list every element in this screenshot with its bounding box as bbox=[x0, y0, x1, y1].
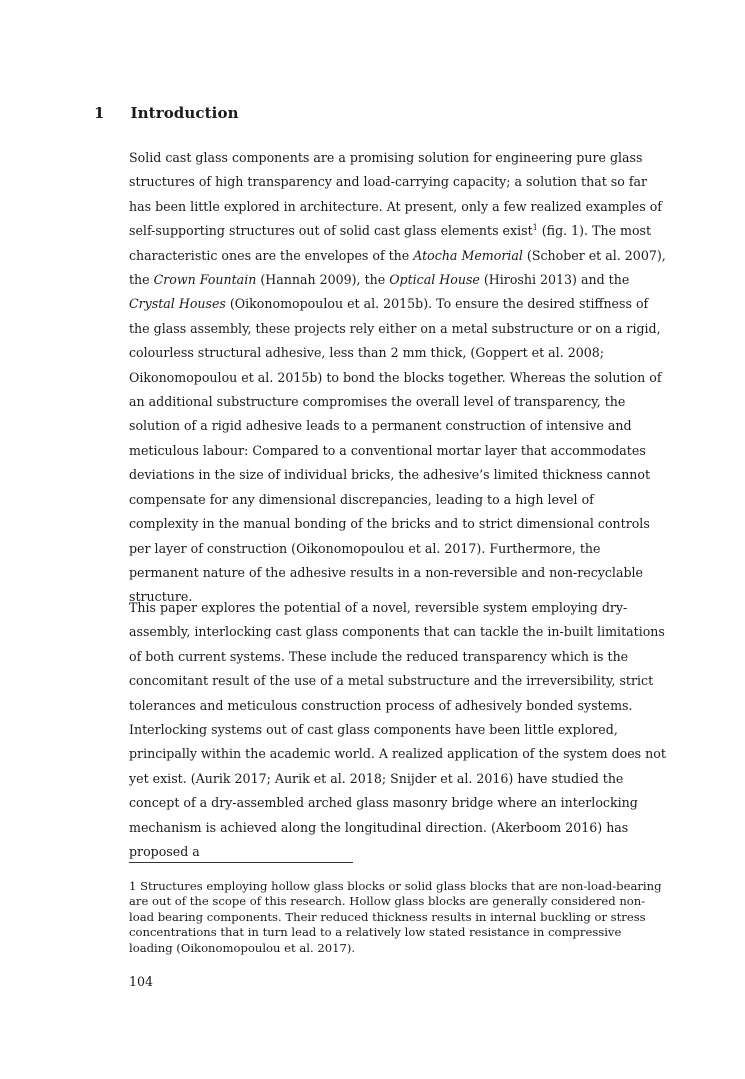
paragraph-text: Solid cast glass components are a promising solution for engineering pure glass structures of high transparency and load-carrying capacity; a solution that so far has been little explored in architecture. At present, only a few realized examples of self-supporting structures out of solid cast glass elements exist bbox=[129, 150, 662, 239]
section-title: Introduction bbox=[130, 104, 239, 122]
project-name: Optical House bbox=[389, 272, 480, 288]
footnote-number: 1 bbox=[129, 879, 137, 893]
footnote-text: Structures employing hollow glass blocks or solid glass blocks that are non-load-bearing are out of the scope of this research. Hollow glass blocks are generally considered non-load bearing components. Their reduced thickness results in internal buckling or stress concentrations that in turn lead to a relatively low stated resistance in compressive loading (Oikonomopoulou et al. 2017). bbox=[129, 879, 662, 955]
paragraph-text: (Schober et al. 2007), the bbox=[129, 247, 666, 288]
paragraph-text: (Hannah 2009), the bbox=[256, 272, 390, 288]
paragraph-text: (Oikonomopoulou et al. 2015b). To ensure the desired stiffness of the glass assembly, these projects rely either on a metal substructure or on a rigid, colourless structural adhesive, less than 2 mm thick, (Goppert et al. 2008; Oikonomopoulou et al. 2015b) to bond the blocks together. Whereas the solution of an additional substructure compromises the overall level of transparency, the solution of a rigid adhesive leads to a permanent construction of intensive and meticulous labour: Compared to a conventional mortar layer that accommodates deviations in the size of individual bricks, the adhesive’s limited thickness cannot compensate for any dimensional discrepancies, leading to a high level of complexity in the manual bonding of the bricks and to strict dimensional controls per layer of construction (Oikonomopoulou et al. 2017). Furthermore, the permanent nature of the adhesive results in a non-reversible and non-recyclable structure. bbox=[129, 296, 662, 605]
section-number: 1 bbox=[94, 104, 105, 122]
paragraph-text: (fig. 1). The most characteristic ones are the envelopes of the bbox=[129, 223, 652, 263]
page-number: 104 bbox=[129, 974, 154, 989]
project-name: Atocha Memorial bbox=[413, 247, 523, 263]
intro-paragraph-2 bbox=[129, 596, 667, 864]
footnote bbox=[129, 879, 667, 956]
footnote-separator bbox=[129, 862, 353, 863]
project-name: Crystal Houses bbox=[129, 296, 226, 312]
intro-paragraph-1 bbox=[129, 146, 667, 610]
section-heading bbox=[94, 104, 239, 122]
footnote-reference: 1 bbox=[532, 223, 538, 233]
paragraph-text: This paper explores the potential of a novel, reversible system employing dry-assembly, interlocking cast glass components that can tackle the in-built limitations of both current systems. These include the reduced transparency which is the concomitant result of the use of a metal substructure and the irreversibility, strict tolerances and meticulous construction process of adhesively bonded systems. Interlocking systems out of cast glass components have been little explored, principally within the academic world. A realized application of the system does not yet exist. (Aurik 2017; Aurik et al. 2018; Snijder et al. 2016) have studied the concept of a dry-assembled arched glass masonry bridge where an interlocking mechanism is achieved along the longitudinal direction. (Akerboom 2016) has proposed a bbox=[129, 600, 666, 860]
project-name: Crown Fountain bbox=[153, 272, 257, 288]
paragraph-text: (Hiroshi 2013) and the bbox=[479, 272, 630, 288]
